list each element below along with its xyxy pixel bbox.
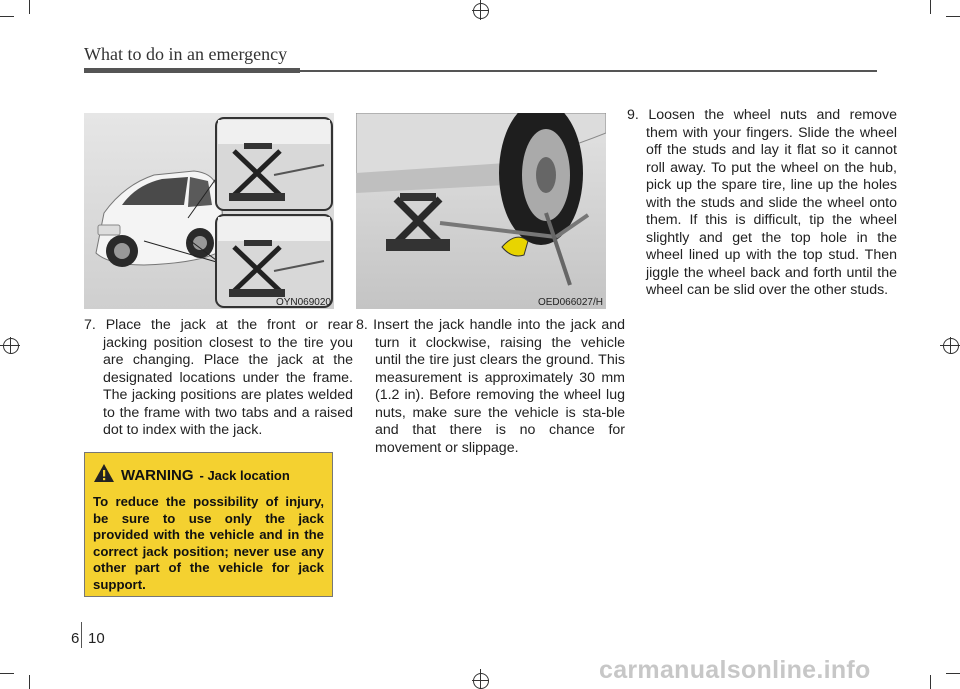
page-section-title: What to do in an emergency	[84, 44, 288, 64]
footer-divider	[81, 622, 82, 648]
warning-box	[84, 452, 333, 597]
header-rule	[84, 68, 300, 73]
instruction-step-8: 8. Insert the jack handle into the jack and turn it clockwise, raising the vehicle until the tire just clears the ground. This measurement is approximately 30 mm (1.2 in). Before removing the wheel lug nuts, make sure the vehicle is sta-ble and that there is no chance for movement or slippage.	[356, 317, 625, 456]
figure-jack-handle	[356, 113, 606, 309]
car-jack-illustration	[84, 113, 334, 309]
registration-circle	[3, 338, 19, 354]
registration-circle	[943, 338, 959, 354]
instruction-step-7: 7. Place the jack at the front or rear jacking position closest to the tire you are changing. Place the jack at the designated locations under the frame. The jacking positions are plates welded to the frame with two tabs and a raised dot to index with the jack.	[84, 317, 353, 438]
chapter-number: 6	[71, 630, 80, 647]
crop-mark	[946, 673, 960, 674]
crop-mark	[0, 16, 14, 17]
figure-jack-positions	[84, 113, 334, 309]
crop-mark	[0, 673, 14, 674]
warning-subtitle: - Jack location	[199, 468, 290, 483]
warning-title: WARNING	[121, 467, 194, 484]
crop-mark	[29, 675, 30, 689]
instruction-step-9: 9. Loosen the wheel nuts and remove them with your fingers. Slide the wheel off the studs and lay it flat so it cannot roll away. To put the wheel on the hub, pick up the spare tire, line up the holes with the studs and slide the wheel onto them. If this is difficult, tip the wheel slightly and get the top hole in the wheel lined up with the top stud. Then jiggle the wheel back and forth until the wheel can be slid over the other studs.	[627, 107, 897, 298]
crop-mark	[930, 0, 931, 14]
header-rule-thin	[300, 70, 877, 72]
watermark: carmanualsonline.info	[599, 656, 871, 684]
crop-mark	[930, 675, 931, 689]
warning-triangle-icon	[93, 463, 115, 488]
figure-code: OED066027/H	[537, 297, 603, 308]
page-number: 10	[88, 630, 105, 647]
crop-mark	[29, 0, 30, 14]
registration-circle	[473, 3, 489, 19]
warning-body: To reduce the possibility of injury, be sure to use only the jack provided with the vehicle and in the correct jack position; never use any other part of the vehicle for jack support.	[93, 494, 324, 592]
warning-header	[93, 463, 324, 488]
crop-mark	[946, 16, 960, 17]
jack-handle-illustration	[356, 113, 606, 309]
registration-circle	[473, 673, 489, 689]
figure-code: OYN069020	[275, 297, 331, 308]
